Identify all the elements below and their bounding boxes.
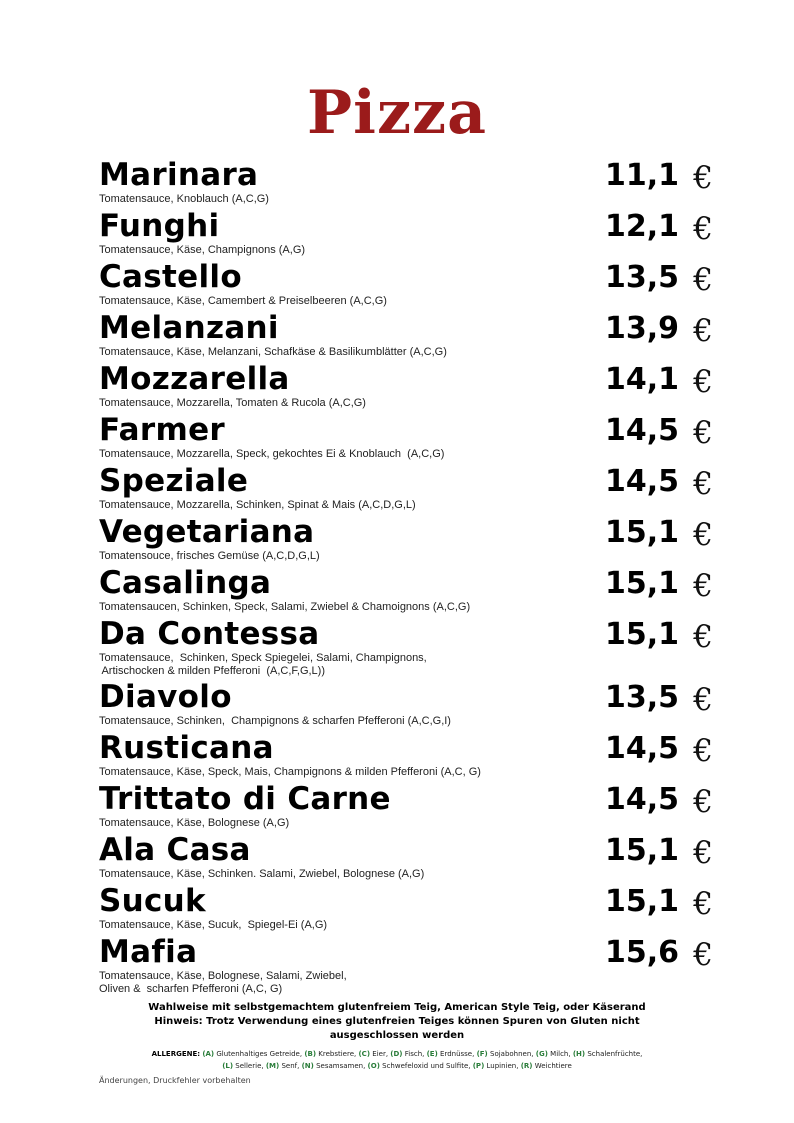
pizza-price: 14,5 [604, 413, 679, 448]
menu-item [99, 462, 719, 513]
menu-item [99, 564, 719, 615]
euro-symbol: € [693, 937, 713, 973]
pizza-name: Mafia [99, 934, 198, 970]
pizza-name: Diavolo [99, 679, 232, 715]
menu-item [99, 156, 719, 207]
allergen-code: (C) [358, 1050, 371, 1058]
menu-item [99, 411, 719, 462]
pizza-price: 15,1 [604, 566, 679, 601]
pizza-name: Marinara [99, 157, 259, 193]
pizza-price: 13,5 [604, 680, 679, 715]
pizza-description: Tomatensauce, Mozzarella, Schinken, Spinat & Mais (A,C,D,G,L) [99, 499, 416, 511]
allergen-code: (O) [367, 1062, 380, 1070]
pizza-price: 15,1 [604, 617, 679, 652]
allergen-text: Sojabohnen, [490, 1050, 534, 1058]
pizza-price: 11,1 [604, 158, 679, 193]
pizza-name: Rusticana [99, 730, 274, 766]
pizza-price: 15,1 [604, 515, 679, 550]
euro-symbol: € [693, 313, 713, 349]
allergen-text: Sellerie, [235, 1062, 264, 1070]
pizza-name: Farmer [99, 412, 225, 448]
pizza-description: Tomatensauce, Käse, Bolognese (A,G) [99, 817, 290, 829]
allergen-text: Lupinien, [486, 1062, 519, 1070]
pizza-description: Tomatensauce, Käse, Schinken. Salami, Zwiebel, Bolognese (A,G) [99, 868, 425, 880]
pizza-description: Tomatensauce, Mozzarella, Tomaten & Rucola (A,C,G) [99, 397, 366, 409]
note-line-3: ausgeschlossen werden [329, 1030, 465, 1041]
allergen-legend [140, 1048, 654, 1072]
pizza-description: Tomatensauce, Käse, Camembert & Preiselbeeren (A,C,G) [99, 295, 387, 307]
pizza-name: Mozzarella [99, 361, 290, 397]
menu-item [99, 729, 719, 780]
pizza-price: 14,5 [604, 731, 679, 766]
euro-symbol: € [693, 364, 713, 400]
pizza-name: Vegetariana [99, 514, 315, 550]
euro-symbol: € [693, 784, 713, 820]
allergen-text: Eier, [372, 1050, 389, 1058]
pizza-name: Ala Casa [99, 832, 251, 868]
footer-disclaimer: Änderungen, Druckfehler vorbehalten [99, 1076, 251, 1085]
euro-symbol: € [693, 466, 713, 502]
pizza-description: Tomatensauce, Mozzarella, Speck, gekochtes Ei & Knoblauch (A,C,G) [99, 448, 445, 460]
euro-symbol: € [693, 211, 713, 247]
pizza-price: 14,5 [604, 782, 679, 817]
menu-item [99, 513, 719, 564]
pizza-price: 13,9 [604, 311, 679, 346]
allergen-text: Schalenfrüchte, [587, 1050, 643, 1058]
allergen-code: (D) [390, 1050, 403, 1058]
euro-symbol: € [693, 415, 713, 451]
allergen-text: Fisch, [404, 1050, 425, 1058]
euro-symbol: € [693, 682, 713, 718]
pizza-price: 15,1 [604, 884, 679, 919]
euro-symbol: € [693, 835, 713, 871]
euro-symbol: € [693, 886, 713, 922]
allergen-text: Milch, [550, 1050, 571, 1058]
allergen-code: (L) [222, 1062, 234, 1070]
euro-symbol: € [693, 160, 713, 196]
menu-item [99, 258, 719, 309]
pizza-description: Tomatensauce, Käse, Sucuk, Spiegel-Ei (A,G) [99, 919, 328, 931]
menu-item [99, 207, 719, 258]
pizza-price: 15,6 [604, 935, 679, 970]
pizza-menu [99, 156, 719, 996]
pizza-description: Tomatensauce, Schinken, Champignons & scharfen Pfefferoni (A,C,G,I) [99, 715, 451, 727]
pizza-price: 12,1 [604, 209, 679, 244]
pizza-name: Castello [99, 259, 242, 295]
pizza-description: Tomatensaucen, Schinken, Speck, Salami, Zwiebel & Chamoignons (A,C,G) [99, 601, 471, 613]
euro-symbol: € [693, 517, 713, 553]
allergen-text: Senf, [281, 1062, 300, 1070]
menu-item [99, 678, 719, 729]
allergen-text: Erdnüsse, [440, 1050, 475, 1058]
allergen-text: Krebstiere, [318, 1050, 357, 1058]
euro-symbol: € [693, 262, 713, 298]
allergen-code: (P) [472, 1062, 485, 1070]
pizza-price: 14,1 [604, 362, 679, 397]
pizza-description: Tomatensouce, frisches Gemüse (A,C,D,G,L) [99, 550, 320, 562]
allergen-text: Schwefeloxid und Sulfite, [382, 1062, 471, 1070]
allergen-code: (A) [202, 1050, 215, 1058]
pizza-description: Tomatensauce, Käse, Speck, Mais, Champignons & milden Pfefferoni (A,C, G) [99, 766, 481, 778]
allergen-code: (R) [520, 1062, 533, 1070]
menu-item [99, 882, 719, 933]
menu-item [99, 933, 719, 996]
allergen-text: Glutenhaltiges Getreide, [216, 1050, 303, 1058]
menu-item [99, 780, 719, 831]
allergen-code: (N) [301, 1062, 314, 1070]
pizza-description: Tomatensauce, Schinken, Speck Spiegelei, Salami, Champignons, Artischocken & milden Pfefferoni (A,C,F,G,L)) [99, 652, 427, 677]
euro-symbol: € [693, 568, 713, 604]
pizza-name: Speziale [99, 463, 249, 499]
pizza-name: Funghi [99, 208, 220, 244]
pizza-price: 14,5 [604, 464, 679, 499]
page-title: Pizza [307, 78, 487, 148]
pizza-description: Tomatensauce, Käse, Bolognese, Salami, Zwiebel, Oliven & scharfen Pfefferoni (A,C, G) [99, 970, 347, 995]
note-line-1: Wahlweise mit selbstgemachtem glutenfreiem Teig, American Style Teig, oder Käserand [148, 1002, 646, 1013]
euro-symbol: € [693, 733, 713, 769]
pizza-name: Trittato di Carne [99, 781, 391, 817]
dough-notes [120, 1001, 674, 1043]
allergen-label: ALLERGENE: [151, 1050, 201, 1058]
menu-item [99, 309, 719, 360]
allergen-code: (G) [535, 1050, 548, 1058]
pizza-description: Tomatensauce, Käse, Champignons (A,G) [99, 244, 306, 256]
pizza-name: Sucuk [99, 883, 206, 919]
allergen-code: (F) [476, 1050, 488, 1058]
pizza-name: Melanzani [99, 310, 279, 346]
pizza-description: Tomatensauce, Knoblauch (A,C,G) [99, 193, 269, 205]
allergen-code: (E) [426, 1050, 438, 1058]
pizza-name: Da Contessa [99, 616, 320, 652]
allergen-text: Weichtiere [534, 1062, 572, 1070]
note-line-2: Hinweis: Trotz Verwendung eines glutenfreien Teiges können Spuren von Gluten nicht [154, 1016, 640, 1027]
allergen-code: (B) [304, 1050, 317, 1058]
pizza-name: Casalinga [99, 565, 272, 601]
menu-item [99, 831, 719, 882]
menu-item [99, 615, 719, 678]
euro-symbol: € [693, 619, 713, 655]
allergen-code: (H) [572, 1050, 586, 1058]
allergen-code: (M) [265, 1062, 280, 1070]
allergen-text: Sesamsamen, [316, 1062, 366, 1070]
pizza-price: 15,1 [604, 833, 679, 868]
pizza-price: 13,5 [604, 260, 679, 295]
menu-item [99, 360, 719, 411]
pizza-description: Tomatensauce, Käse, Melanzani, Schafkäse & Basilikumblätter (A,C,G) [99, 346, 447, 358]
